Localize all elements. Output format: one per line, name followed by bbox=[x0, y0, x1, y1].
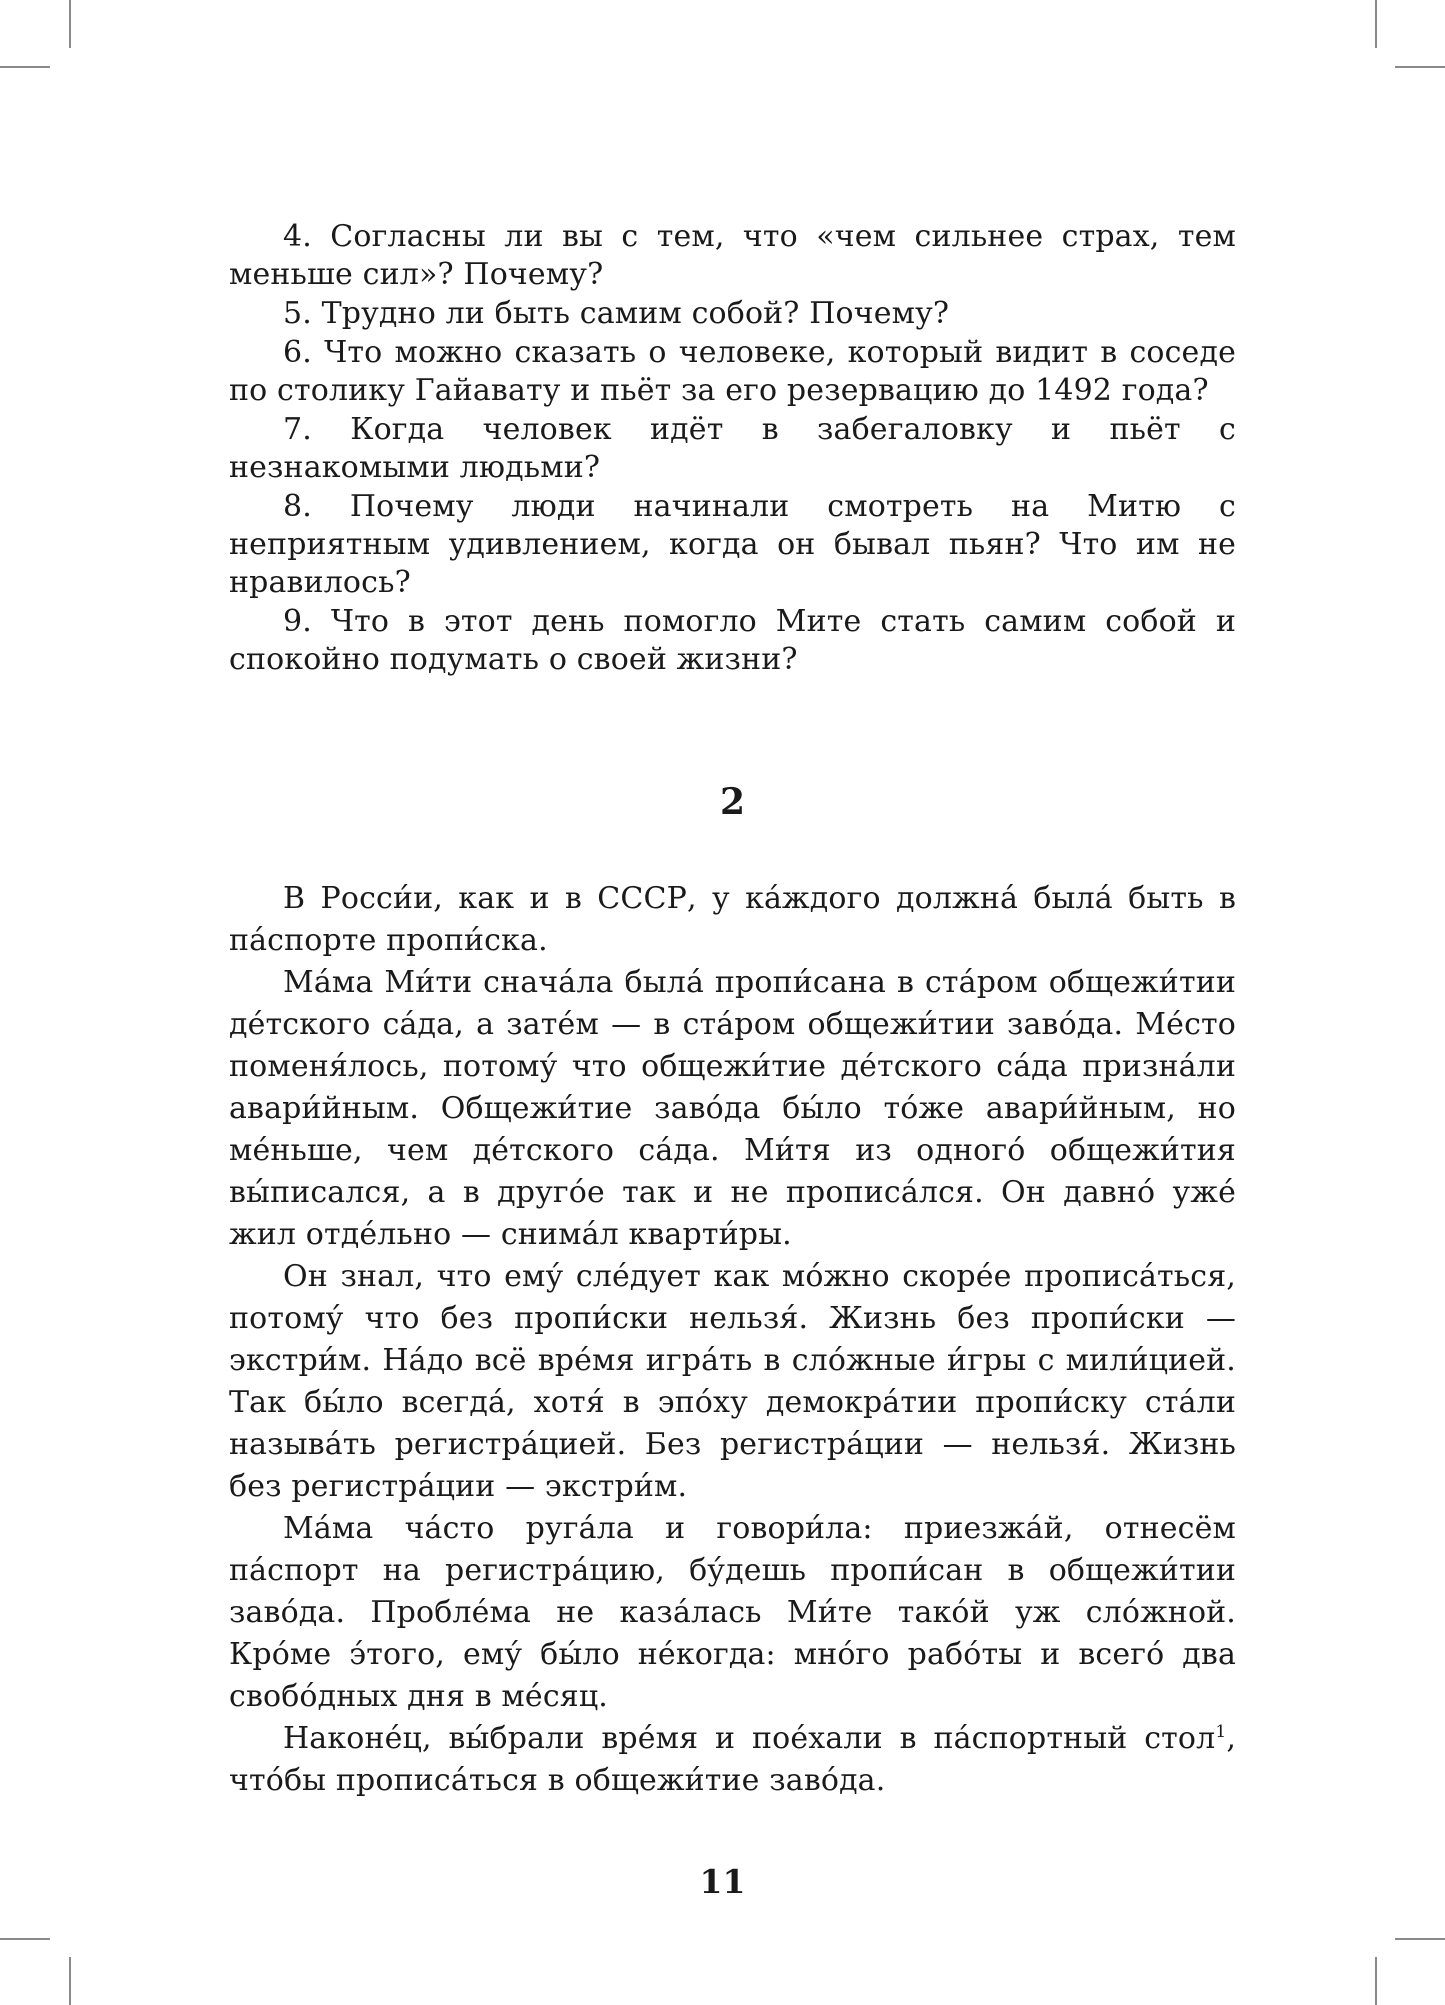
crop-mark-top-left bbox=[69, 0, 71, 48]
crop-mark-top-right bbox=[1375, 0, 1377, 48]
chapter-text bbox=[229, 878, 1236, 1802]
crop-mark-top-right-h bbox=[1395, 66, 1445, 68]
page-content bbox=[229, 218, 1236, 1802]
crop-mark-bottom-left-h bbox=[0, 1938, 50, 1940]
question-item: 8. Почему люди начинали смотреть на Митю с неприятным удивлением, когда он бывал пьян? Что им не нравилось? bbox=[229, 489, 1236, 600]
paragraph-last-start: Наконе́ц, вы́брали вре́мя и пое́хали в па́спортный стол bbox=[283, 1721, 1216, 1756]
page-number: 11 bbox=[699, 1862, 746, 1901]
question-item: 9. Что в этот день помогло Мите стать самим собой и спокойно подумать о своей жизни? bbox=[229, 604, 1236, 677]
question-item: 5. Трудно ли быть самим собой? Почему? bbox=[283, 296, 950, 331]
paragraph-last-end: , что́бы прописа́ться в общежи́тие заво́да. bbox=[229, 1721, 1236, 1798]
crop-mark-bottom-left bbox=[69, 1957, 71, 2005]
footnote-marker[interactable]: 1 bbox=[1215, 1722, 1227, 1742]
crop-mark-top-left-h bbox=[0, 66, 50, 68]
questions-list bbox=[229, 218, 1236, 679]
crop-mark-bottom-right-h bbox=[1395, 1938, 1445, 1940]
question-item: 7. Когда человек идёт в забегаловку и пьёт с незнакомыми людьми? bbox=[229, 412, 1236, 485]
question-item: 6. Что можно сказать о человеке, который видит в соседе по столику Гайавату и пьёт за его резервацию до 1492 года? bbox=[229, 335, 1236, 408]
paragraph: Он знал, что ему́ сле́дует как мо́жно скоре́е прописа́ться, потому́ что без пропи́ски нельзя́. Жизнь без пропи́ски — экстри́м. На́до всё вре́мя игра́ть в сло́жные и́гры с мили́цией. Так бы́ло всегда́, хотя́ в эпо́ху демокра́тии пропи́ску ста́ли называ́ть регистра́цией. Без регистра́ции — нельзя́. Жизнь без регистра́ции — экстри́м. bbox=[229, 1259, 1236, 1504]
paragraph-last bbox=[229, 1718, 1236, 1802]
chapter-number: 2 bbox=[719, 781, 746, 823]
question-item: 4. Согласны ли вы с тем, что «чем сильнее страх, тем меньше сил»? Почему? bbox=[229, 219, 1236, 292]
paragraph: Ма́ма ча́сто руга́ла и говори́ла: приезжа́й, отнесём па́спорт на регистра́цию, бу́дешь пропи́сан в общежи́тии заво́да. Пробле́ма не каза́лась Ми́те тако́й уж сло́жной. Кро́ме э́того, ему́ бы́ло не́когда: мно́го рабо́ты и всего́ два свобо́дных дня в ме́сяц. bbox=[229, 1511, 1236, 1714]
crop-mark-bottom-right bbox=[1375, 1957, 1377, 2005]
paragraph: В Росси́и, как и в СССР, у ка́ждого должна́ была́ быть в па́спорте пропи́ска. bbox=[229, 881, 1236, 958]
paragraph: Ма́ма Ми́ти снача́ла была́ пропи́сана в ста́ром общежи́тии де́тского са́да, а зате́м — в ста́ром общежи́тии заво́да. Ме́сто поменя́лось, потому́ что общежи́тие де́тского са́да призна́ли авари́йным. Общежи́тие заво́да бы́ло то́же авари́йным, но ме́ньше, чем де́тского са́да. Ми́тя из одного́ общежи́тия вы́писался, а в друго́е так и не прописа́лся. Он давно́ уже́ жил отде́льно — снима́л кварти́ры. bbox=[229, 965, 1236, 1252]
